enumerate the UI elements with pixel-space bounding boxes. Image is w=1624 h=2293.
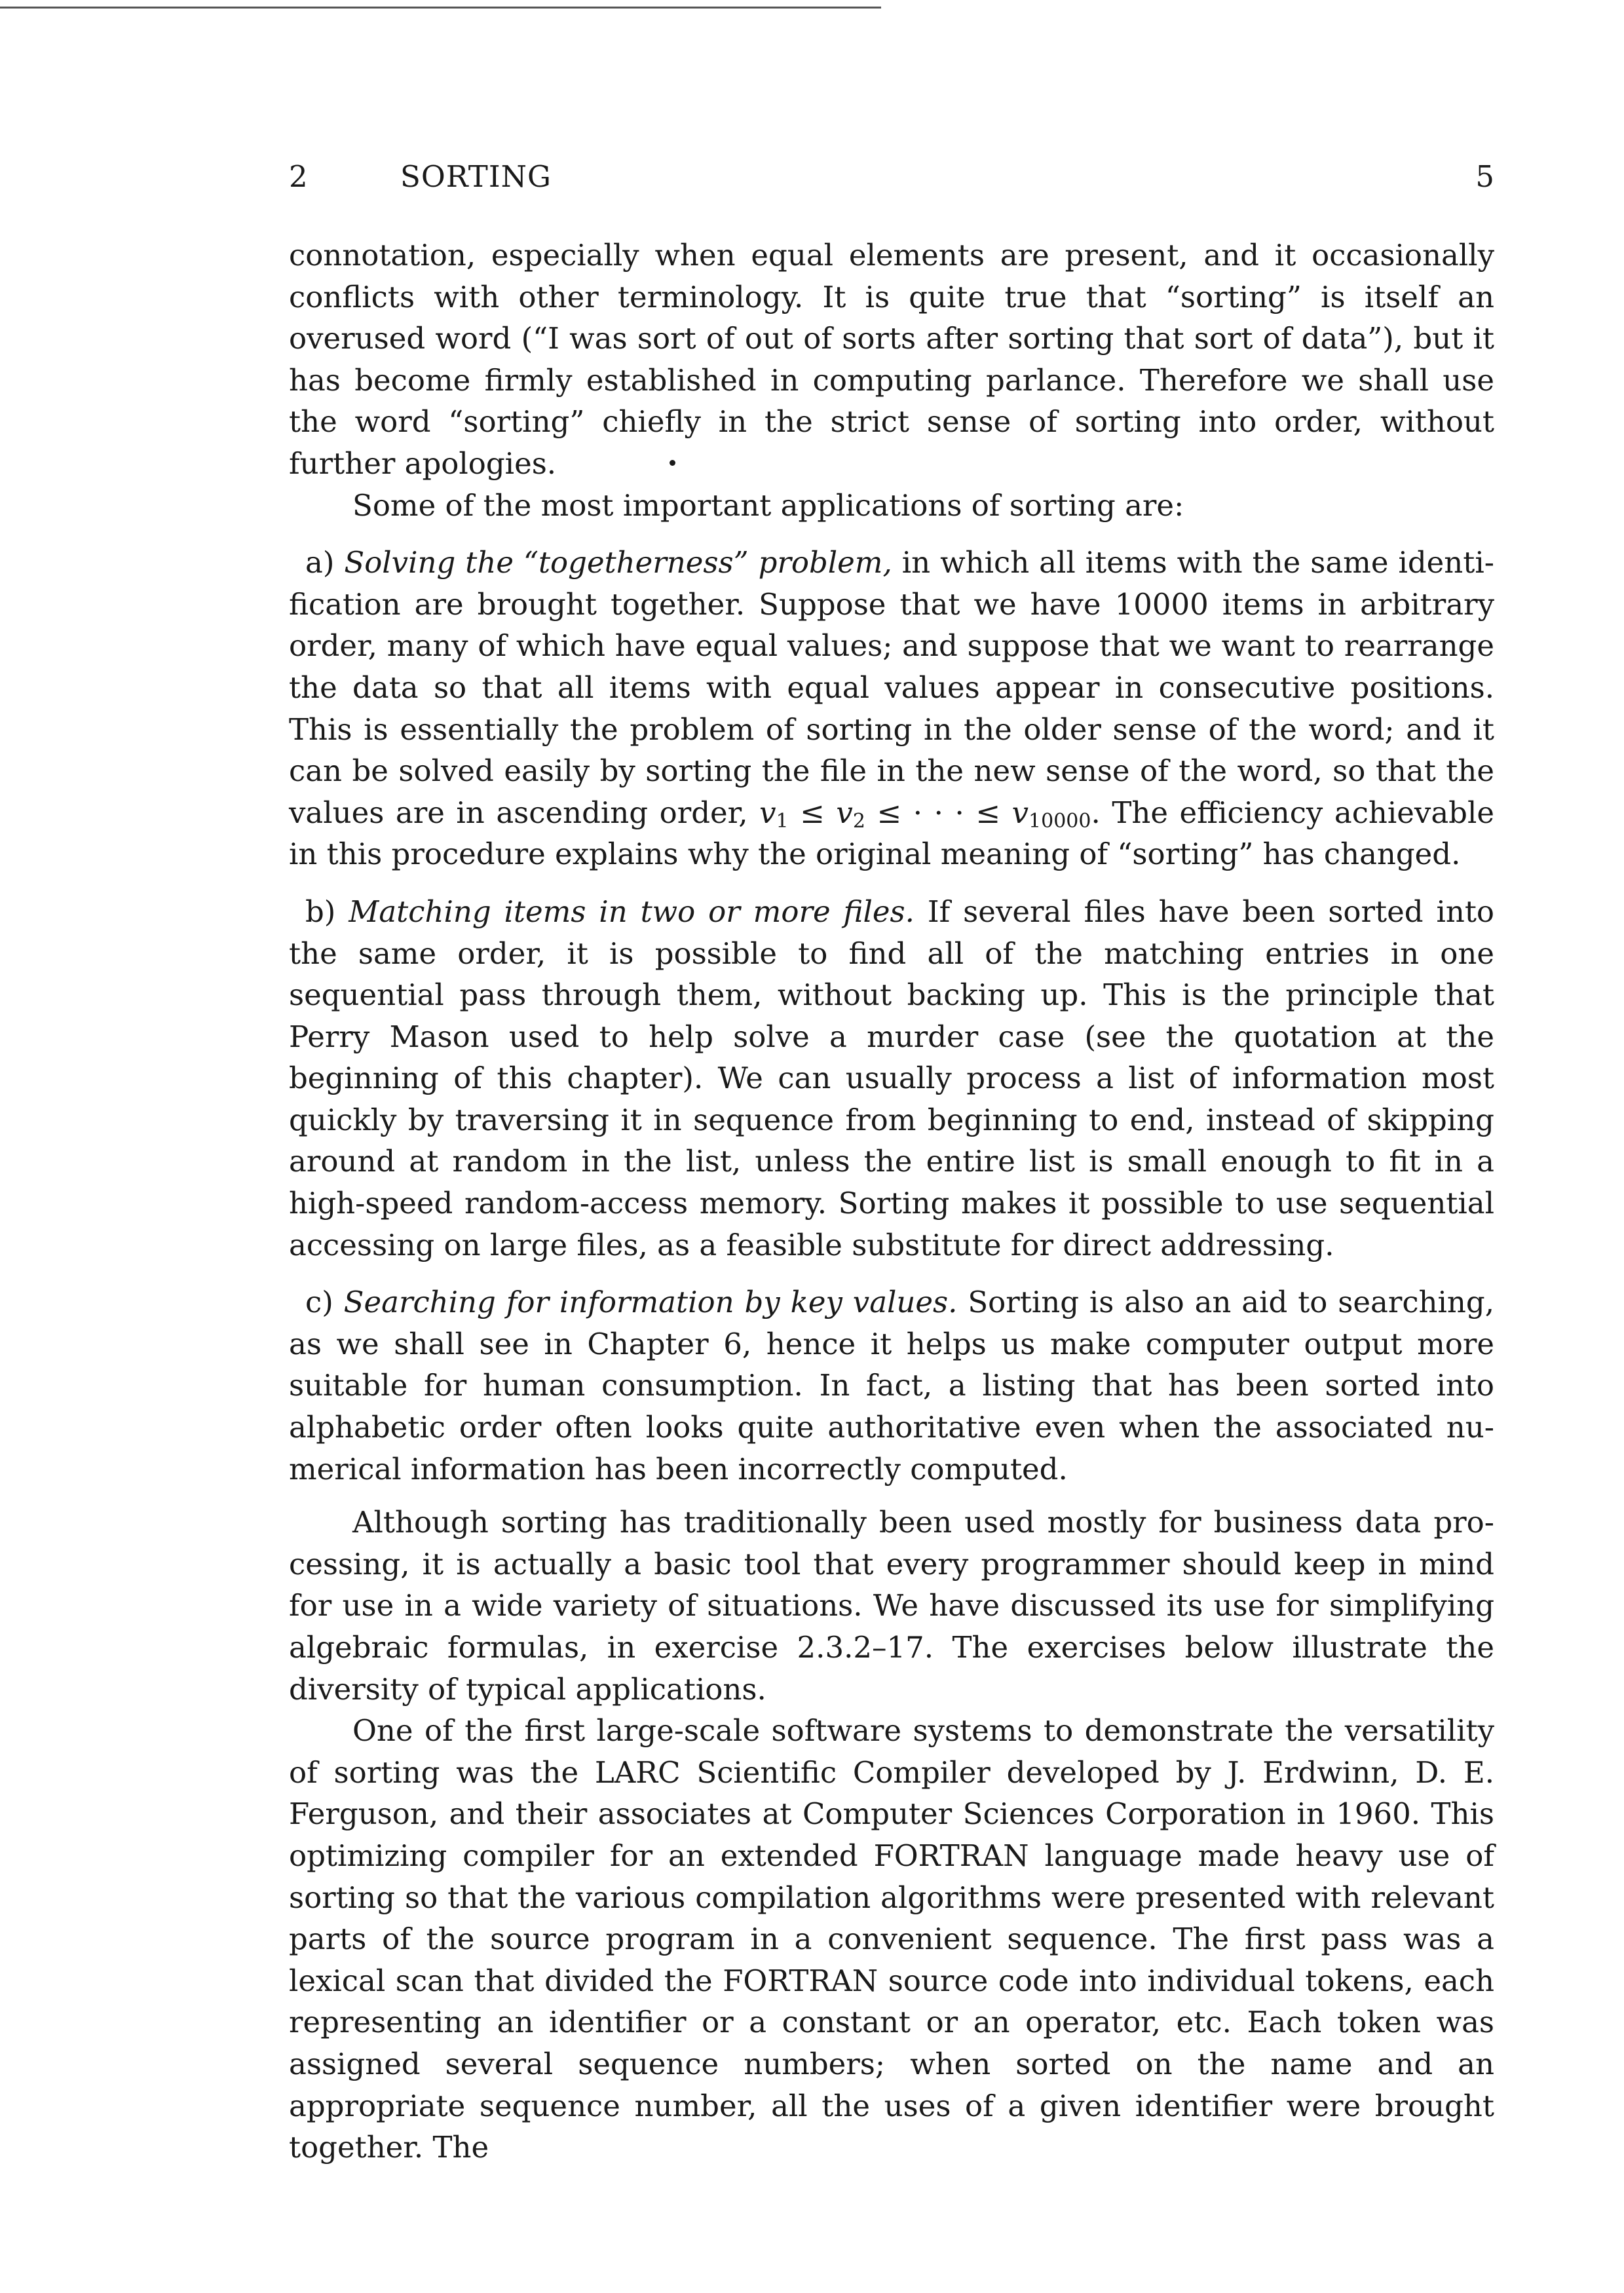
- list-item-c: [289, 1281, 1494, 1490]
- chapter-title: SORTING: [400, 159, 552, 194]
- chapter-number: 2: [289, 159, 308, 194]
- item-a-text-end: . The efficiency achievable in this procedure explains why the original meaning of “sorting” has changed.: [289, 795, 1494, 872]
- item-a-text: in which all items with the same identification are brought together. Suppose that we have 10000 items in arbitrary order, many of which have equal values; and suppose that we want to rearrange the data so that all items with equal values appear in consecutive positions. This is essentially the problem of sorting in the older sense of the word; and it can be solved easily by sorting the file in the new sense of the word, so that the values are in ascending order,: [289, 545, 1494, 830]
- paragraph-larc-compiler: One of the first large-scale software systems to demonstrate the versatility of sorting was the LARC Scientific Compiler developed by J. Erdwinn, D. E. Ferguson, and their associates at Computer Sciences Corporation in 1960. This optimizing compiler for an extended FORTRAN language made heavy use of sorting so that the various compilation algorithms were presented with relevant parts of the source program in a convenient sequence. The first pass was a lexical scan that divided the FORTRAN source code into individual tokens, each representing an identifier or a constant or an operator, etc. Each token was assigned several sequence numbers; when sorted on the name and an appropriate sequence number, all the uses of a given identifier were brought together. The: [289, 1713, 1494, 2165]
- item-a-title: Solving the “togetherness” problem,: [344, 545, 892, 580]
- page-number: 5: [1475, 159, 1494, 194]
- page-body: [289, 235, 1494, 2169]
- top-rule: [0, 7, 881, 9]
- item-b-text: If several files have been sorted into the same order, it is possible to find all of the matching entries in one sequential pass through them, without backing up. This is the principle that Perry Mason used to help solve a murder case (see the quotation at the beginning of this chapter). We can usually process a list of information most quickly by traversing it in sequence from beginning to end, instead of skipping around at random in the list, unless the entire list is small enough to fit in a high-speed random-access memory. Sorting makes it possible to use sequential accessing on large files, as a feasible substitute for direct addressing.: [289, 894, 1494, 1262]
- item-b-label: b): [305, 894, 336, 929]
- item-c-label: c): [305, 1285, 333, 1320]
- item-a-label: a): [305, 545, 335, 580]
- paragraph-business-data: Although sorting has traditionally been used mostly for business data processing, it is actually a basic tool that every programmer should keep in mind for use in a wide variety of situations. We have discussed its use for simplifying algebraic formulas, in exercise 2.3.2–17. The exercises below illustrate the diversity of typical applications.: [289, 1505, 1494, 1707]
- list-item-b: [289, 891, 1494, 1266]
- paragraph-continuation: connotation, especially when equal elements are present, and it occasionally conflicts with other terminology. It is quite true that “sorting” is itself an overused word (“I was sort of out of sorts after sorting that sort of data”), but it has become firmly established in computing parlance. Therefore we shall use the word “sorting” chiefly in the strict sense of sorting into order, without further apologies.: [289, 238, 1494, 481]
- item-c-title: Searching for information by key values.: [343, 1285, 958, 1320]
- math-inequality: $v_1 \le v_2$ ≤ · · · ≤ $v_{10000}$: [759, 795, 1091, 833]
- item-c-text: Sorting is also an aid to searching, as we shall see in Chapter 6, hence it helps us make computer output more suitable for human consumption. In fact, a listing that has been sorted into alphabetic order often looks quite authoritative even when the associated numerical information has been incorrectly computed.: [289, 1285, 1495, 1487]
- running-header: [289, 154, 1494, 200]
- list-item-a: [289, 542, 1494, 875]
- item-b-title: Matching items in two or more files.: [349, 894, 915, 929]
- paragraph-applications-intro: Some of the most important applications of sorting are:: [352, 487, 1184, 523]
